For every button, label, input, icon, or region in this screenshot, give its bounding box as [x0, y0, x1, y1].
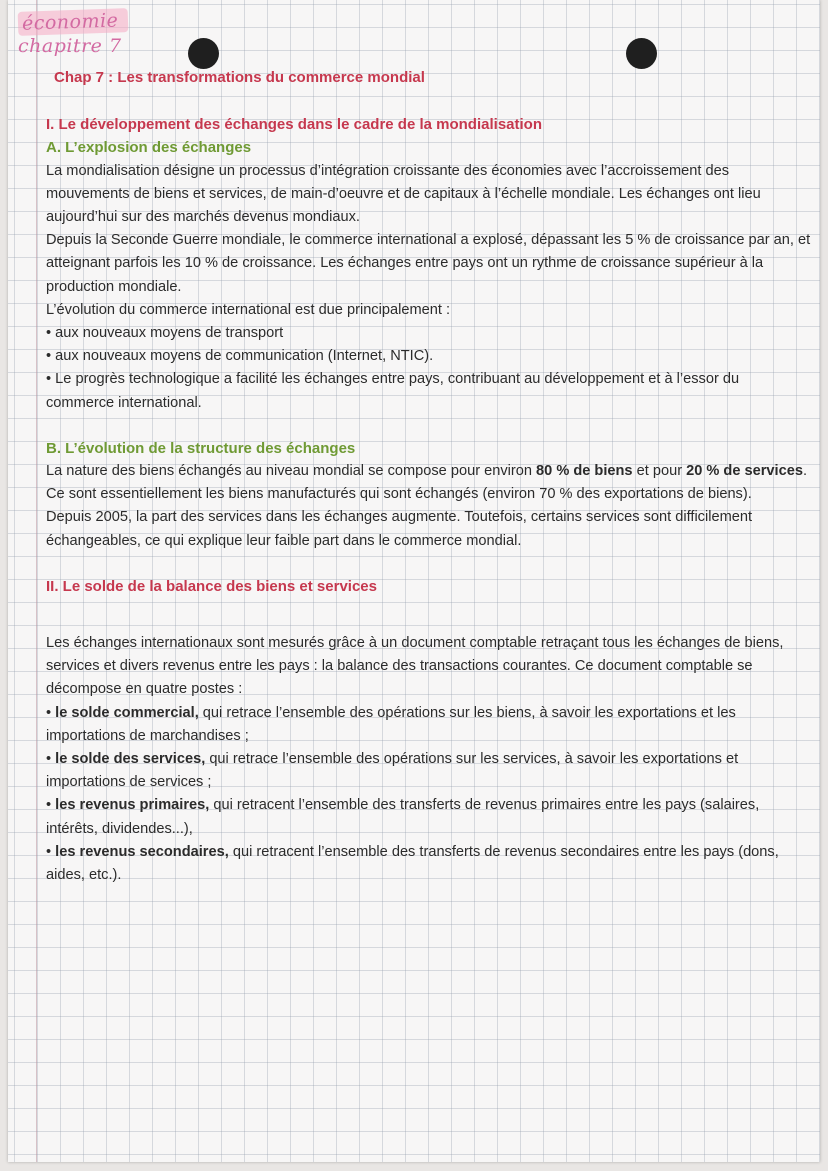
text-run: La nature des biens échangés au niveau mondial se compose pour environ	[46, 463, 537, 480]
punch-hole-left	[188, 38, 219, 69]
term-revenus-secondaires: les revenus secondaires,	[55, 843, 229, 860]
text-run: et pour	[632, 463, 687, 480]
handwritten-chapter: chapitre 7	[18, 35, 122, 57]
definition: qui retracent l’ensemble des transferts de revenus primaires entre les pays (salaires, intérêts, dividendes...),	[46, 797, 760, 837]
paragraph-evolution: L’évolution du commerce international est due principalement :	[46, 301, 450, 318]
punch-hole-right	[626, 38, 657, 69]
subsection-a-title: A. L’explosion des échanges	[46, 139, 252, 157]
notebook-page	[8, 0, 820, 1162]
list-item	[46, 794, 811, 840]
chapter-title: Chap 7 : Les transformations du commerce mondial	[54, 69, 425, 86]
subsection-b-title: B. L’évolution de la structure des échanges	[46, 439, 356, 457]
definition: qui retrace l’ensemble des opérations sur les biens, à savoir les exportations et les importations de marchandises ;	[46, 704, 736, 744]
list-item: • Le progrès technologique a facilité les échanges entre pays, contribuant au développement et à l’essor du commerce international.	[46, 368, 811, 414]
list-item	[46, 841, 811, 887]
paragraph-mondialisation: La mondialisation désigne un processus d’intégration croissante des économies avec l’accroissement des mouvements de biens et services, de main-d’oeuvre et de capitaux à l’échelle mondiale. Les échanges ont lieu aujourd’hui sur des marchés devenus mondiaux.	[46, 162, 761, 226]
evolution-list	[46, 322, 811, 415]
list-item	[46, 748, 811, 794]
document-body	[46, 66, 811, 887]
handwritten-note	[18, 10, 128, 58]
postes-list	[46, 702, 811, 888]
text-run: . Ce sont essentiellement les biens manufacturés qui sont échangés (environ 70 % des exportations de biens).	[46, 463, 808, 503]
term-solde-commercial: le solde commercial,	[55, 704, 199, 721]
section-2-title: II. Le solde de la balance des biens et services	[46, 577, 377, 595]
list-item: • aux nouveaux moyens de transport	[46, 322, 811, 345]
list-item	[46, 702, 811, 748]
paragraph-structure	[46, 460, 811, 506]
list-item: • aux nouveaux moyens de communication (Internet, NTIC).	[46, 345, 811, 368]
section-1-title: I. Le développement des échanges dans le cadre de la mondialisation	[46, 116, 542, 134]
bold-services: 20 % de services	[686, 463, 803, 480]
term-revenus-primaires: les revenus primaires,	[55, 797, 210, 814]
definition: qui retracent l’ensemble des transferts de revenus secondaires entre les pays (dons, aides, etc.).	[46, 843, 779, 884]
paragraph-balance: Les échanges internationaux sont mesurés grâce à un document comptable retraçant tous les échanges de biens, services et divers revenus entre les pays : la balance des transactions courantes. Ce document comptable se décompose en quatre postes :	[46, 635, 784, 698]
paragraph-croissance: Depuis la Seconde Guerre mondiale, le commerce international a explosé, dépassant les 5 % de croissance par an, et atteignant parfois les 10 % de croissance. Les échanges entre pays ont un rythme de croissance supérieur à la production mondiale.	[46, 232, 811, 295]
margin-line	[36, 0, 37, 1162]
term-solde-services: le solde des services,	[55, 751, 206, 768]
bold-biens: 80 % de biens	[536, 463, 633, 480]
handwritten-subject: économie	[18, 8, 129, 36]
paragraph-services: Depuis 2005, la part des services dans les échanges augmente. Toutefois, certains services sont difficilement échangeables, ce qui explique leur faible part dans le commerce mondial.	[46, 509, 753, 549]
definition: qui retrace l’ensemble des opérations sur les services, à savoir les exportations et importations de services ;	[46, 751, 739, 791]
